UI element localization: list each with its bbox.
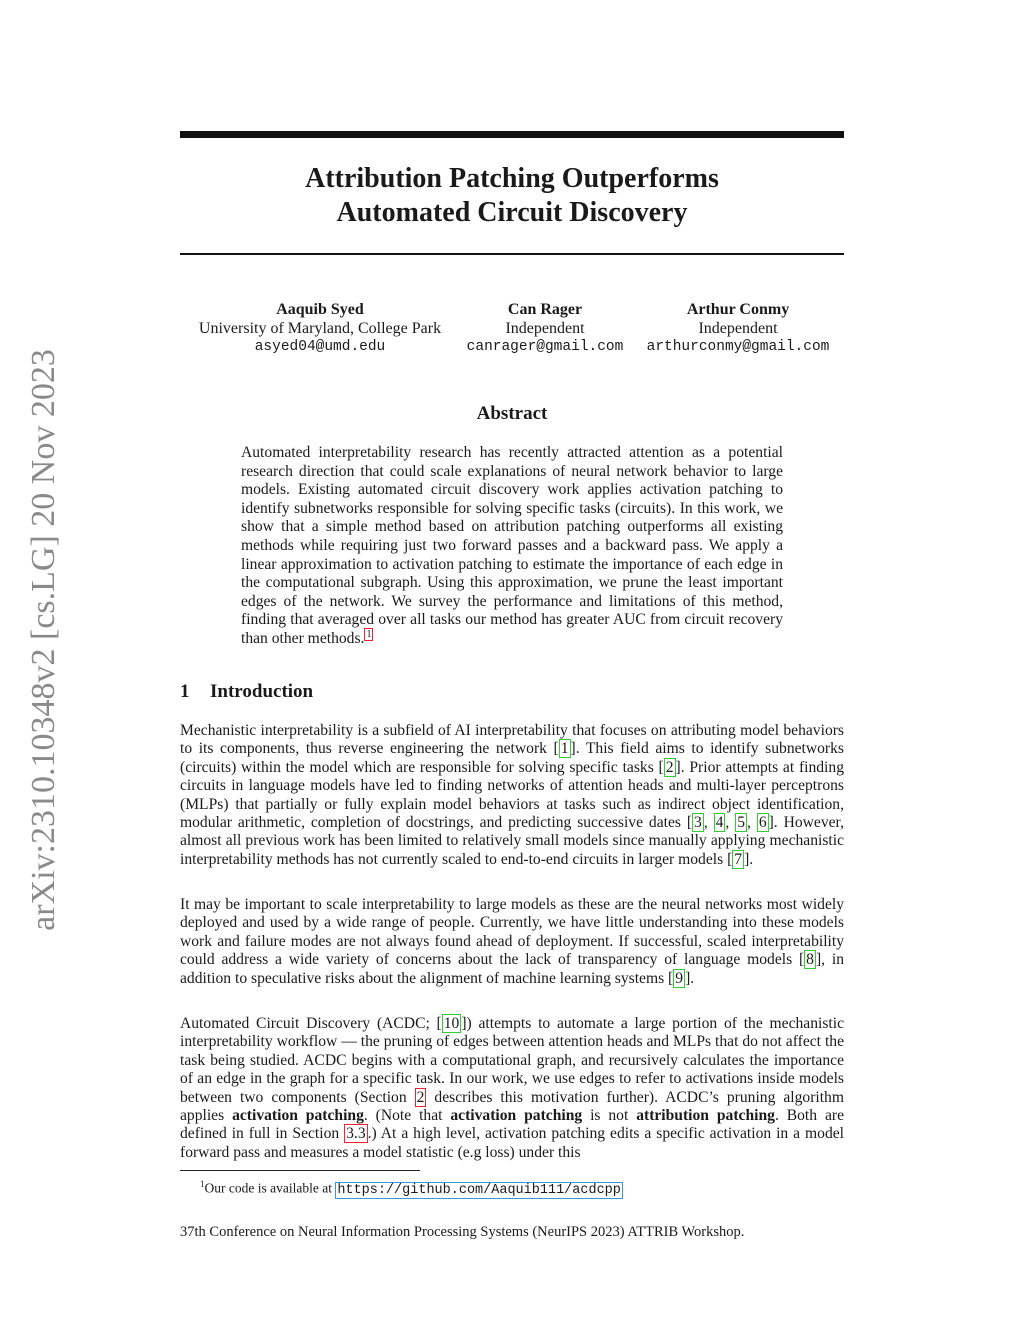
arxiv-sidebar-stamp: arXiv:2310.10348v2 [cs.LG] 20 Nov 2023 bbox=[25, 349, 62, 931]
text-run: . (Note that bbox=[363, 1107, 451, 1125]
title-line-1: Attribution Patching Outperforms bbox=[305, 163, 719, 194]
text-run: , bbox=[703, 814, 714, 832]
citation-link[interactable]: 8 bbox=[806, 951, 814, 969]
citation-link[interactable]: 3 bbox=[694, 814, 702, 832]
text-run: . Both are defined in full in Section bbox=[180, 1107, 844, 1143]
footnote bbox=[200, 1175, 623, 1200]
citation-link[interactable]: 9 bbox=[675, 969, 684, 987]
citation-link[interactable]: 7 bbox=[734, 850, 743, 868]
section-title: Introduction bbox=[210, 681, 314, 702]
citation-link[interactable]: 4 bbox=[715, 814, 724, 832]
citation-link[interactable]: 10 bbox=[443, 1015, 460, 1032]
author-1 bbox=[192, 300, 448, 357]
section-heading-introduction bbox=[180, 681, 313, 703]
author-name: Aaquib Syed bbox=[276, 301, 364, 318]
author-affiliation: Independent bbox=[698, 320, 778, 337]
conference-note: 37th Conference on Neural Information Processing Systems (NeurIPS 2023) ATTRIB Workshop. bbox=[180, 1224, 745, 1240]
author-3 bbox=[642, 300, 834, 357]
citation-link[interactable]: 2 bbox=[665, 758, 674, 776]
intro-paragraph-1 bbox=[180, 722, 844, 869]
title-line-2: Automated Circuit Discovery bbox=[336, 197, 688, 228]
bold-term: activation patching bbox=[232, 1107, 364, 1125]
footnote-ref-1[interactable]: 1 bbox=[366, 628, 372, 640]
text-run: Mechanistic interpretability is a subfield of AI interpretability that focuses on attributing model behaviors to its components, thus reverse engineering the network [ bbox=[180, 722, 844, 758]
text-run: ], in addition to speculative risks about the alignment of machine learning systems [ bbox=[180, 951, 844, 987]
intro-paragraph-3 bbox=[180, 1015, 844, 1162]
paper-title bbox=[180, 162, 844, 230]
footnote-rule bbox=[180, 1170, 420, 1171]
text-run: describes this motivation further). ACDC’s pruning algorithm applies bbox=[180, 1088, 844, 1125]
text-run: ]. Prior attempts at finding circuits in language models have led to finding networks of attention heads and multi-layer perceptrons (MLPs) that partially or fully explain model behaviors at tasks such as indirect object identification, modular arithmetic, completion of docstrings, and predicting successive dates [ bbox=[180, 758, 844, 832]
text-run: Automated Circuit Discovery (ACDC; [ bbox=[180, 1015, 442, 1032]
bold-term: activation patching bbox=[450, 1107, 583, 1125]
text-run: is not bbox=[582, 1107, 637, 1125]
author-email: canrager@gmail.com bbox=[466, 339, 624, 355]
code-url-link[interactable]: https://github.com/Aaquib111/acdcpp bbox=[337, 1182, 621, 1198]
section-ref-link[interactable]: 3.3 bbox=[346, 1125, 366, 1143]
text-run: .) At a high level, activation patching edits a specific activation in a model forward pass and measures a model statistic (e.g loss) under this bbox=[180, 1125, 844, 1161]
footnote-text: Our code is available at bbox=[204, 1180, 336, 1196]
title-top-rule bbox=[180, 131, 844, 138]
section-number: 1 bbox=[180, 681, 190, 702]
text-run: ]. However, almost all previous work has been limited to relatively small models since manually applying mechanistic interpretability methods has not currently scaled to end-to-end circuits in larger models [ bbox=[180, 814, 845, 868]
text-run: ]. bbox=[744, 850, 754, 868]
citation-link[interactable]: 1 bbox=[560, 740, 569, 758]
title-bottom-rule bbox=[180, 253, 844, 255]
text-run: ]) attempts to automate a large portion of the mechanistic interpretability workflow — the pruning of edges between attention heads and MLPs that do not affect the task being studied. ACDC begins with a computational graph, and recursively calculates the importance of an edge in the graph for a specific task. In our work, we use edges to refer to activations inside models between two components (Section bbox=[180, 1015, 844, 1106]
author-name: Arthur Conmy bbox=[686, 301, 790, 318]
text-run: ]. bbox=[685, 969, 695, 987]
author-affiliation: Independent bbox=[505, 320, 585, 337]
text-run: , bbox=[725, 814, 736, 832]
footnote-mark: 1 bbox=[200, 1179, 205, 1189]
author-affiliation: University of Maryland, College Park bbox=[198, 320, 442, 337]
author-email: arthurconmy@gmail.com bbox=[646, 339, 830, 355]
author-name: Can Rager bbox=[507, 301, 583, 318]
citation-link[interactable]: 6 bbox=[758, 814, 767, 832]
author-block bbox=[180, 300, 844, 360]
intro-paragraph-2 bbox=[180, 896, 844, 988]
text-run: It may be important to scale interpretability to large models as these are the neural networks most widely deployed and used by a wide range of people. Currently, we have little understanding into these models work and failure modes are not always found ahead of deployment. If successful, scaled interpretability could address a wide variety of concerns about the lack of transparency of language models [ bbox=[180, 896, 844, 969]
abstract-heading: Abstract bbox=[476, 403, 548, 424]
author-2 bbox=[462, 300, 628, 357]
abstract-text bbox=[241, 444, 783, 649]
text-run: ]. This field aims to identify subnetworks (circuits) within the model which are responsible for solving specific tasks [ bbox=[180, 740, 844, 776]
author-email: asyed04@umd.edu bbox=[254, 339, 386, 355]
citation-link[interactable]: 5 bbox=[737, 814, 746, 832]
bold-term: attribution patching bbox=[636, 1107, 775, 1125]
text-run: , bbox=[747, 814, 757, 832]
abstract-body: Automated interpretability research has recently attracted attention as a potential research direction that could scale explanations of neural network behavior to large models. Existing automated circuit discovery work applies activation patching to identify subnetworks responsible for solving specific tasks (circuits). In this work, we show that a simple method based on attribution patching outperforms all existing methods while requiring just two forward passes and a backward pass. We apply a linear approximation to activation patching to estimate the importance of each edge in the computational subgraph. Using this approximation, we prune the least important edges of the network. We survey the performance and limitations of this method, finding that averaged over all tasks our method has greater AUC from circuit recovery than other methods. bbox=[241, 444, 783, 647]
section-ref-link[interactable]: 2 bbox=[416, 1088, 425, 1106]
